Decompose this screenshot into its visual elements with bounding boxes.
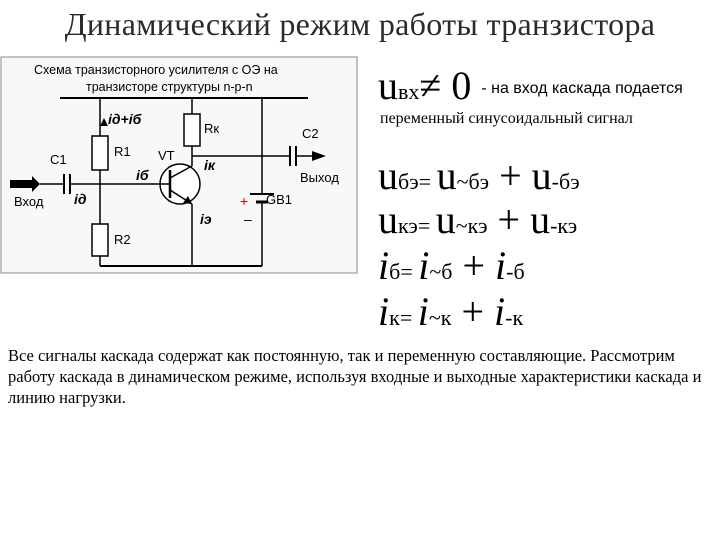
e2-plus: + bbox=[487, 197, 531, 242]
e1-plus: + bbox=[489, 153, 532, 198]
e2-eq: = bbox=[417, 213, 436, 238]
uvx-symbol: u bbox=[378, 63, 398, 108]
e4-lhs: i bbox=[378, 289, 390, 334]
e3-t2: i bbox=[495, 243, 507, 288]
e4-eq: = bbox=[399, 305, 418, 330]
label-vt: VT bbox=[158, 148, 175, 163]
label-input: Вход bbox=[14, 194, 44, 209]
resistor-r2 bbox=[92, 224, 108, 256]
label-ik: iк bbox=[204, 157, 215, 173]
eq-ik bbox=[378, 288, 523, 335]
e1-eq: = bbox=[418, 169, 437, 194]
e3-eq: = bbox=[400, 259, 419, 284]
e3-lhs-sub: б bbox=[389, 259, 401, 284]
e4-t2: i bbox=[494, 289, 506, 334]
label-r2: R2 bbox=[114, 232, 131, 247]
label-id-plus-ib: iд+iб bbox=[108, 111, 142, 127]
e1-t2: u bbox=[531, 153, 552, 198]
page-title: Динамический режим работы транзистора bbox=[64, 6, 656, 42]
e3-lhs: i bbox=[378, 243, 390, 288]
resistor-r1 bbox=[92, 136, 108, 170]
e4-t1-sub: ~к bbox=[428, 305, 452, 330]
uvx-note-2: переменный синусоидальный сигнал bbox=[380, 110, 633, 127]
eq-uvx bbox=[378, 62, 683, 109]
label-gb1: GB1 bbox=[266, 192, 293, 207]
uvx-note: - на вход каскада подается bbox=[481, 80, 683, 97]
eq-ib bbox=[378, 242, 525, 289]
label-c1: C1 bbox=[50, 152, 67, 167]
e1-t1: u bbox=[436, 153, 457, 198]
label-ie: iэ bbox=[200, 211, 212, 227]
label-ib: iб bbox=[136, 167, 149, 183]
e3-plus: + bbox=[452, 243, 496, 288]
eq-ube bbox=[378, 152, 580, 199]
e3-t1-sub: ~б bbox=[429, 259, 453, 284]
e1-t2-sub: -бэ bbox=[551, 169, 580, 194]
label-id: iд bbox=[74, 191, 87, 207]
e2-t2-sub: -кэ bbox=[550, 213, 578, 238]
diagram-caption-2: транзисторе структуры n-p-n bbox=[86, 80, 253, 94]
e2-t1-sub: ~кэ bbox=[455, 213, 488, 238]
e2-t2: u bbox=[530, 197, 551, 242]
label-c2: C2 bbox=[302, 126, 319, 141]
e1-t1-sub: ~бэ bbox=[456, 169, 490, 194]
diagram-caption-1: Схема транзисторного усилителя с ОЭ на bbox=[34, 63, 278, 77]
uvx-sub: вх bbox=[398, 79, 420, 104]
e4-lhs-sub: к bbox=[389, 305, 400, 330]
label-r1: R1 bbox=[114, 144, 131, 159]
circuit-diagram bbox=[0, 56, 360, 276]
label-rk: Rк bbox=[204, 121, 220, 136]
eq-uke bbox=[378, 196, 577, 243]
e4-plus: + bbox=[451, 289, 495, 334]
e1-lhs-sub: бэ bbox=[398, 169, 419, 194]
body-paragraph: Все сигналы каскада содержат как постоянную, так и переменную составляющие. Рассмотрим работу каскада в динамическом режиме, используя входные и выходные характеристики каскада и линию нагрузки. bbox=[8, 346, 702, 407]
e3-t2-sub: -б bbox=[506, 259, 525, 284]
e2-lhs-sub: кэ bbox=[398, 213, 418, 238]
e4-t2-sub: -к bbox=[505, 305, 524, 330]
label-minus: – bbox=[244, 211, 252, 227]
uvx-rel: ≠ 0 bbox=[419, 63, 472, 108]
label-plus: + bbox=[240, 193, 249, 209]
e1-lhs: u bbox=[378, 153, 398, 198]
e4-t1: i bbox=[417, 289, 429, 334]
e2-lhs: u bbox=[378, 197, 398, 242]
e3-t1: i bbox=[418, 243, 430, 288]
e2-t1: u bbox=[435, 197, 456, 242]
resistor-rk bbox=[184, 114, 200, 146]
label-output: Выход bbox=[300, 170, 339, 185]
